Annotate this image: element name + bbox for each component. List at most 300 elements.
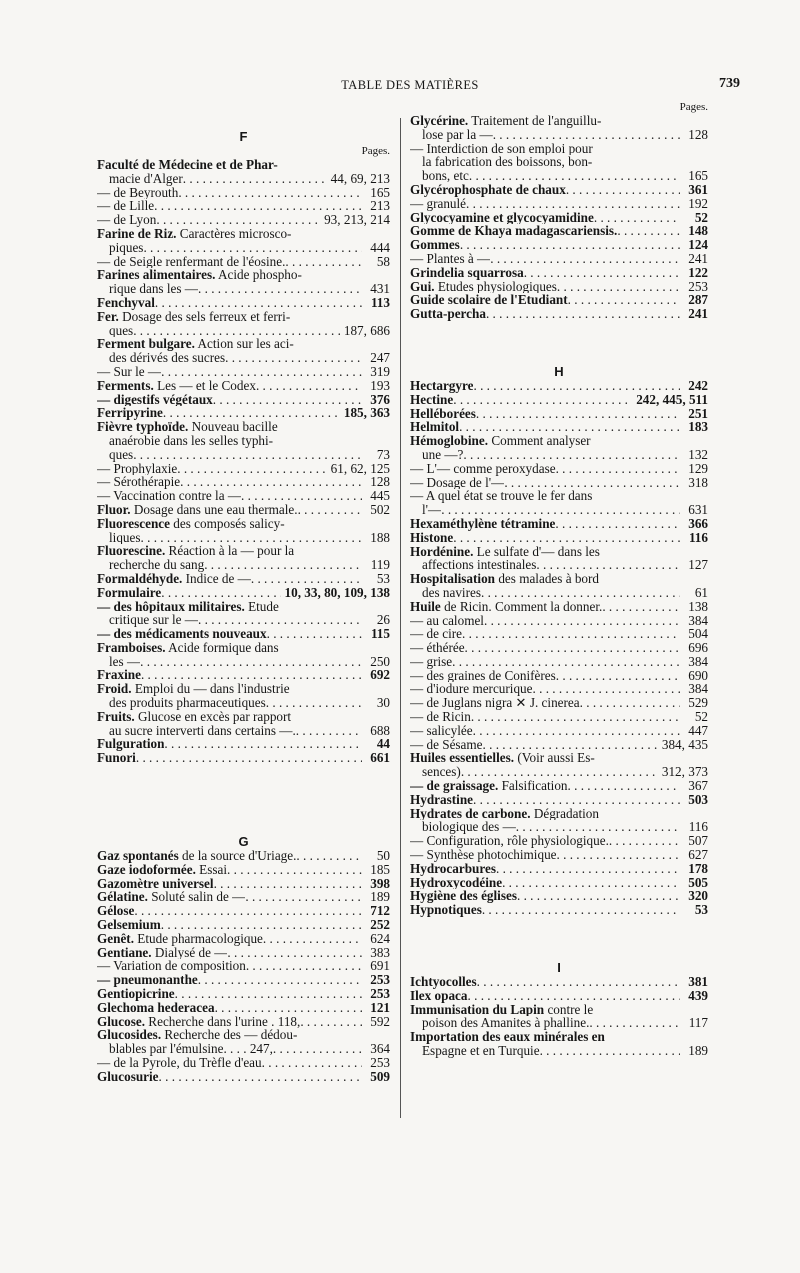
dot-leader <box>178 186 362 200</box>
entry-line: Farines alimentaires. Acide phospho- <box>97 268 302 283</box>
entry-page-refs: 509 <box>370 1068 390 1084</box>
entry-text: blables par l'émulsine. . . . 247, <box>109 1042 273 1057</box>
entry-page-refs: 367 <box>688 778 708 794</box>
dot-leader <box>617 224 680 238</box>
entry-page-refs: 253 <box>370 986 390 1002</box>
entry-text: lose par la — <box>422 127 493 142</box>
entry-page-refs: 361 <box>688 181 708 197</box>
entry-page-refs: 253 <box>688 278 708 294</box>
index-entry <box>410 293 708 307</box>
index-entry <box>410 975 708 989</box>
index-entry <box>97 324 390 338</box>
entry-text: des dérivés des sucres <box>109 351 226 365</box>
entry-text: recherche du sang <box>109 558 205 572</box>
entry-text: des produits pharmaceutiques <box>109 696 266 710</box>
index-entry <box>97 489 390 503</box>
entry-text: Glucosurie <box>97 1069 159 1084</box>
entry-text: Espagne et en Turquie <box>422 1044 540 1058</box>
entry-text: — Synthèse photochimique <box>410 848 557 862</box>
index-entry <box>410 903 708 917</box>
dot-leader <box>533 682 681 696</box>
entry-line: Importation des eaux minérales en <box>410 1030 605 1045</box>
index-entry <box>97 462 390 476</box>
dot-leader <box>251 572 362 586</box>
dot-leader <box>227 946 362 960</box>
index-entry <box>410 517 708 531</box>
dot-leader <box>245 890 362 904</box>
entry-text: Ichtyocolles <box>410 975 477 989</box>
section-letter: H <box>554 363 564 379</box>
entry-page-refs: 318 <box>688 474 708 490</box>
entry-text: Gelsemium <box>97 918 161 932</box>
entry-line: la fabrication des boissons, bon- <box>422 155 593 170</box>
index-entry <box>97 213 390 227</box>
dot-leader <box>198 613 362 627</box>
entry-text: Gélose <box>97 904 135 919</box>
entry-text: Grindelia squarrosa <box>410 265 524 280</box>
pages-label: Pages. <box>361 145 390 157</box>
index-entry <box>97 849 390 863</box>
index-entry <box>410 1016 708 1030</box>
index-entry <box>97 1070 390 1084</box>
entry-page-refs: 445 <box>370 488 390 504</box>
entry-text: Ilex opaca <box>410 988 468 1003</box>
entry-line: Huiles essentielles. (Voir aussi Es- <box>410 751 595 766</box>
entry-text: des navires <box>422 585 481 600</box>
dot-leader <box>477 975 680 989</box>
dot-leader <box>453 531 680 545</box>
dot-leader <box>133 448 362 462</box>
entry-text: Gentiane. Dialysé de — <box>97 945 228 960</box>
entry-page-refs: 319 <box>370 363 390 379</box>
entry-text: Helmitol <box>410 420 460 435</box>
entry-page-refs: 122 <box>688 264 708 280</box>
index-entry <box>410 420 708 434</box>
entry-page-refs: 250 <box>370 653 390 669</box>
entry-text: — Vaccination contre la — <box>97 489 242 503</box>
entry-page-refs: 502 <box>370 501 390 517</box>
entry-text: Gélatine. Soluté salin de — <box>97 890 246 905</box>
entry-line: Hydrates de carbone. Dégradation <box>410 806 599 821</box>
entry-text: Helléborées <box>410 406 476 421</box>
dot-leader <box>484 614 680 628</box>
index-entry <box>97 696 390 710</box>
index-entry <box>97 572 390 586</box>
dot-leader <box>580 696 680 710</box>
entry-page-refs: 58 <box>376 253 390 269</box>
dot-leader <box>175 987 362 1001</box>
dot-leader <box>483 738 658 752</box>
dot-leader <box>246 959 362 973</box>
index-entry <box>97 724 390 738</box>
entry-text: — de graissage. Falsification <box>410 779 568 793</box>
entry-page-refs: 189 <box>688 1043 708 1059</box>
entry-text: — Sérothérapie <box>97 475 181 490</box>
entry-page-refs: 178 <box>688 860 708 876</box>
dot-leader <box>296 724 362 738</box>
index-entry <box>410 848 708 862</box>
entry-page-refs: 165 <box>688 168 708 184</box>
entry-text: — pneumonanthe <box>97 973 198 988</box>
dot-leader <box>482 903 680 917</box>
section <box>410 100 708 321</box>
dot-leader <box>516 820 680 834</box>
entry-line: Glucosides. Recherche des — dédou- <box>97 1028 298 1043</box>
index-entry <box>410 448 708 462</box>
entry-page-refs: 116 <box>688 529 708 545</box>
entry-text: Huile de Ricin. Comment la donner. <box>410 599 603 614</box>
index-entry <box>410 738 708 752</box>
dot-leader <box>177 462 326 476</box>
dot-leader <box>452 655 680 669</box>
entry-text: — de Ricin <box>410 710 471 724</box>
entry-line: Fer. Dosage des sels ferreux et ferri- <box>97 309 291 324</box>
entry-page-refs: 124 <box>688 237 708 253</box>
index-entry <box>410 197 708 211</box>
entry-page-refs: 384 <box>688 681 708 697</box>
index-entry <box>410 252 708 266</box>
index-entry <box>410 379 708 393</box>
pages-label: Pages. <box>679 101 708 113</box>
index-entry <box>410 834 708 848</box>
entry-text: Gentiopicrine <box>97 987 175 1001</box>
entry-page-refs: 688 <box>370 722 390 738</box>
entry-page-refs: 447 <box>688 722 708 738</box>
index-entry <box>410 669 708 683</box>
index-entry <box>410 724 708 738</box>
entry-page-refs: 252 <box>370 917 390 933</box>
index-entry <box>97 406 390 420</box>
entry-page-refs: 320 <box>688 888 708 904</box>
entry-page-refs: 505 <box>688 874 708 890</box>
entry-page-refs: 117 <box>688 1015 708 1031</box>
dot-leader <box>161 365 362 379</box>
dot-leader <box>298 503 362 517</box>
entry-page-refs: 696 <box>688 640 708 656</box>
dot-leader <box>215 1001 362 1015</box>
entry-page-refs: 712 <box>370 903 390 919</box>
dot-leader <box>159 1070 362 1084</box>
entry-text: — Configuration, rôle physiologique. <box>410 834 609 849</box>
entry-text: les — <box>109 654 141 669</box>
entry-text: Fulguration <box>97 737 165 752</box>
index-entry <box>97 655 390 669</box>
entry-page-refs: 503 <box>688 791 708 807</box>
entry-page-refs: 73 <box>376 446 390 462</box>
entry-page-refs: 384 <box>688 653 708 669</box>
entry-text: Hypnotiques <box>410 903 482 918</box>
entry-page-refs: 185, 363 <box>343 405 390 421</box>
entry-page-refs: 52 <box>694 209 708 225</box>
dot-leader <box>134 904 362 918</box>
dot-leader <box>493 128 680 142</box>
entry-text: piques <box>109 240 144 255</box>
dot-leader <box>273 1042 362 1056</box>
dot-leader <box>460 238 680 252</box>
index-entry <box>97 918 390 932</box>
index-entry <box>97 172 390 186</box>
entry-text: — éthérée <box>410 641 465 655</box>
dot-leader <box>156 213 320 227</box>
dot-leader <box>517 889 680 903</box>
dot-leader <box>486 307 680 321</box>
entry-page-refs: 312, 373 <box>661 764 708 780</box>
index-entry <box>97 296 390 310</box>
index-entry <box>97 503 390 517</box>
entry-page-refs: 127 <box>688 557 708 573</box>
entry-page-refs: 128 <box>688 126 708 142</box>
index-entry <box>410 614 708 628</box>
dot-leader <box>468 989 680 1003</box>
entry-line: Fluorescence des composés salicy- <box>97 516 285 531</box>
entry-page-refs: 113 <box>370 294 390 310</box>
dot-leader <box>154 199 362 213</box>
entry-page-refs: 366 <box>688 515 708 531</box>
index-entry <box>97 987 390 1001</box>
index-entry <box>97 973 390 987</box>
entry-page-refs: 213 <box>370 198 390 214</box>
index-entry <box>410 183 708 197</box>
entry-page-refs: 30 <box>376 695 390 711</box>
index-entry <box>410 393 708 407</box>
index-entry <box>410 989 708 1003</box>
entry-page-refs: 128 <box>370 474 390 490</box>
entry-text: Glycérophosphate de chaux <box>410 182 566 197</box>
section <box>410 961 708 1058</box>
index-entry <box>410 211 708 225</box>
entry-page-refs: 10, 33, 80, 109, 138 <box>284 584 390 600</box>
section <box>410 365 708 917</box>
dot-leader <box>263 932 362 946</box>
entry-page-refs: 690 <box>688 667 708 683</box>
entry-page-refs: 52 <box>694 709 708 725</box>
dot-leader <box>490 252 680 266</box>
dot-leader <box>180 475 362 489</box>
index-entry <box>97 890 390 904</box>
running-title: TABLE DES MATIÈRES <box>341 78 479 92</box>
entry-page-refs: 53 <box>694 902 708 918</box>
index-entry <box>97 1056 390 1070</box>
running-header <box>0 78 800 98</box>
dot-leader <box>594 211 680 225</box>
index-entry <box>410 169 708 183</box>
dot-leader <box>141 668 362 682</box>
entry-text: — de Juglans nigra ✕ J. cinerea <box>410 696 580 711</box>
dot-leader <box>198 282 362 296</box>
dot-leader <box>473 793 680 807</box>
index-entry <box>410 128 708 142</box>
dot-leader <box>540 1044 680 1058</box>
entry-page-refs: 253 <box>370 1055 390 1071</box>
dot-leader <box>262 1056 362 1070</box>
entry-text: critique sur le — <box>109 613 198 628</box>
entry-page-refs: 187, 686 <box>343 322 390 338</box>
entry-page-refs: 504 <box>688 626 708 642</box>
entry-page-refs: 185 <box>370 861 390 877</box>
entry-page-refs: 592 <box>370 1013 390 1029</box>
dot-leader <box>568 293 680 307</box>
index-entry <box>97 959 390 973</box>
index-entry <box>410 627 708 641</box>
dot-leader <box>241 489 362 503</box>
entry-page-refs: 129 <box>688 460 708 476</box>
index-entry <box>97 199 390 213</box>
entry-text: Formulaire <box>97 585 162 600</box>
dot-leader <box>602 600 680 614</box>
entry-text: — Plantes à — <box>410 251 491 266</box>
entry-page-refs: 121 <box>370 999 390 1015</box>
dot-leader <box>568 779 680 793</box>
entry-page-refs: 529 <box>688 695 708 711</box>
entry-page-refs: 138 <box>688 598 708 614</box>
entry-text: Gazomètre universel <box>97 876 214 891</box>
entry-page-refs: 376 <box>370 391 390 407</box>
dot-leader <box>473 379 680 393</box>
dot-leader <box>141 531 362 545</box>
index-entry <box>410 889 708 903</box>
entry-text: — de la Pyrole, du Trèfle d'eau <box>97 1056 262 1070</box>
entry-page-refs: 253 <box>370 972 390 988</box>
entry-text: — des graines de Conifères <box>410 668 556 683</box>
dot-leader <box>459 420 680 434</box>
entry-text: Formaldéhyde. Indice de — <box>97 571 251 586</box>
entry-text: Guide scolaire de l'Etudiant <box>410 293 568 308</box>
entry-text: — L'— comme peroxydase <box>410 461 556 476</box>
dot-leader <box>163 406 340 420</box>
entry-text: — Sur le — <box>97 364 162 379</box>
entry-text: — granulé <box>410 196 467 211</box>
index-entry <box>410 793 708 807</box>
entry-text: — de Sésame <box>410 737 483 752</box>
entry-page-refs: 242 <box>688 377 708 393</box>
dot-leader <box>453 393 632 407</box>
section-letter: G <box>238 834 249 850</box>
dot-leader <box>473 724 680 738</box>
entry-text: — de cire <box>410 627 462 642</box>
entry-page-refs: 189 <box>370 889 390 905</box>
index-entry <box>97 531 390 545</box>
entry-text: — grise <box>410 654 453 669</box>
entry-text: affections intestinales <box>422 558 537 573</box>
entry-page-refs: 193 <box>370 377 390 393</box>
index-entry <box>97 946 390 960</box>
index-entry <box>410 531 708 545</box>
index-entry <box>97 379 390 393</box>
dot-leader <box>462 627 680 641</box>
entry-page-refs: 116 <box>688 819 708 835</box>
entry-page-refs: 44 <box>376 736 390 752</box>
entry-text: Hydrocarbures <box>410 861 496 876</box>
section <box>97 835 390 1084</box>
entry-page-refs: 364 <box>370 1041 390 1057</box>
entry-text: Fraxine <box>97 668 141 683</box>
entry-text: Hygiène des églises <box>410 889 517 904</box>
entry-page-refs: 50 <box>376 848 390 864</box>
dot-leader <box>161 586 280 600</box>
entry-page-refs: 381 <box>688 974 708 990</box>
index-entry <box>410 462 708 476</box>
entry-page-refs: 631 <box>688 502 708 518</box>
entry-line: Fièvre typhoïde. Nouveau bacille <box>97 420 278 434</box>
entry-text: bons, etc <box>422 169 469 183</box>
index-entry <box>97 558 390 572</box>
index-entry <box>97 904 390 918</box>
dot-leader <box>285 255 362 269</box>
entry-text: l'— <box>422 503 442 517</box>
index-entry <box>410 238 708 252</box>
entry-text: Histone <box>410 530 454 545</box>
dot-leader <box>300 1015 362 1029</box>
dot-leader <box>441 503 680 517</box>
index-entry <box>410 862 708 876</box>
entry-text: Glucose. Recherche dans l'urine . 118, <box>97 1014 301 1029</box>
entry-line: Framboises. Acide formique dans <box>97 640 279 655</box>
entry-line: Hospitalisation des malades à bord <box>410 572 600 586</box>
index-entry <box>410 779 708 793</box>
index-entry <box>410 407 708 421</box>
entry-line: Hordénine. Le sulfate d'— dans les <box>410 544 600 559</box>
entry-page-refs: 627 <box>688 847 708 863</box>
index-entry <box>410 600 708 614</box>
entry-text: Gomme de Khaya madagascariensis. <box>410 224 618 239</box>
entry-page-refs: 115 <box>370 626 390 642</box>
dot-leader <box>476 407 680 421</box>
entry-text: au sucre interverti dans certains —. <box>109 723 296 738</box>
dot-leader <box>198 973 362 987</box>
index-entry <box>97 627 390 641</box>
dot-leader <box>481 586 680 600</box>
entry-text: — au calomel <box>410 613 484 628</box>
index-entry <box>97 255 390 269</box>
dot-leader <box>465 641 680 655</box>
dot-leader <box>296 849 362 863</box>
dot-leader <box>469 169 680 183</box>
entry-text: — de Lyon <box>97 213 157 227</box>
entry-page-refs: 26 <box>376 612 390 628</box>
index-entry <box>410 655 708 669</box>
dot-leader <box>183 172 327 186</box>
left-column <box>97 130 390 1084</box>
entry-text: ques <box>109 447 134 462</box>
entry-line: — des hôpitaux militaires. Etude <box>97 599 279 614</box>
index-entry <box>97 586 390 600</box>
index-entry <box>410 307 708 321</box>
entry-line: Fruits. Glucose en excès par rapport <box>97 709 292 724</box>
index-entry <box>97 1001 390 1015</box>
entry-page-refs: 691 <box>370 958 390 974</box>
dot-leader <box>133 324 340 338</box>
index-entry <box>410 476 708 490</box>
dot-leader <box>609 834 680 848</box>
dot-leader <box>256 379 362 393</box>
dot-leader <box>143 241 362 255</box>
entry-page-refs: 165 <box>370 184 390 200</box>
entry-text: Gommes <box>410 238 460 252</box>
entry-page-refs: 148 <box>688 223 708 239</box>
entry-line: Faculté de Médecine et de Phar- <box>97 158 278 172</box>
dot-leader <box>267 627 362 641</box>
entry-text: Hydroxycodéine <box>410 875 503 890</box>
entry-line: Fluorescine. Réaction à la — pour la <box>97 544 295 559</box>
entry-line: anaérobie dans les selles typhi- <box>109 433 274 448</box>
index-entry <box>410 503 708 517</box>
entry-text: macie d'Alger <box>109 171 183 186</box>
entry-text: Funori <box>97 751 136 766</box>
entry-text: — de Lille <box>97 199 155 214</box>
entry-page-refs: 241 <box>688 250 708 266</box>
index-entry <box>410 1044 708 1058</box>
index-entry <box>97 1015 390 1029</box>
